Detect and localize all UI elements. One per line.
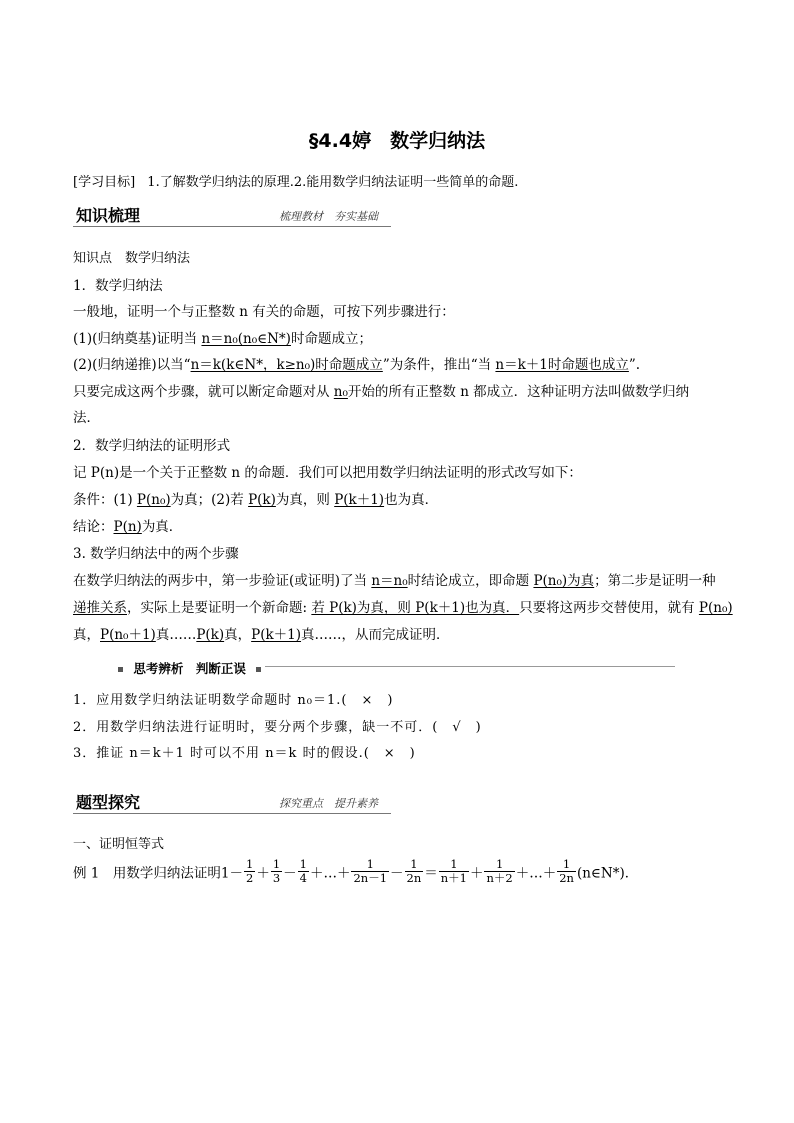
p3-l1-b: n＝n₀ <box>371 573 408 589</box>
p3-l2-b: ，实际上是要证明一个新命题: <box>127 600 312 616</box>
math-op: ＋…＋ <box>515 865 557 882</box>
point3-line-2 <box>73 600 733 616</box>
result-label: 结论： <box>73 519 114 535</box>
point1-intro: 一般地，证明一个与正整数 n 有关的命题，可按下列步骤进行： <box>73 304 455 320</box>
fraction: $\frac{1}{n+1}$ <box>440 857 467 885</box>
condition-text-b: 为真；(2)若 <box>170 492 249 508</box>
fraction: $\frac{1}{2}$ <box>245 857 254 885</box>
p3-l1-d: P(n₀)为真 <box>533 573 595 589</box>
p3-l2-d: 只要将这两步交替使用，就有 <box>519 600 699 616</box>
judgement-3: 3．推证 n＝k＋1 时可以不用 n＝k 时的假设.( × ) <box>73 746 416 761</box>
step1-prefix: (1)(归纳奠基)证明当 <box>73 331 202 347</box>
section-heading-knowledge: 知识梳理 <box>76 206 141 225</box>
p3-l3-c: 真…… <box>155 627 197 643</box>
condition-line <box>73 492 438 508</box>
step2-line <box>73 357 640 373</box>
math-op: ＋ <box>256 865 270 882</box>
condition-p-k1: P(k＋1) <box>334 492 385 508</box>
conclusion-line-1 <box>73 384 689 400</box>
part1-heading: 一、证明恒等式 <box>73 837 165 852</box>
step1-condition: n＝n₀(n₀∈N*) <box>201 331 291 347</box>
p3-l3-e: 真， <box>224 627 252 643</box>
step1-line <box>73 331 372 347</box>
conclusion-n0: n₀ <box>333 384 348 400</box>
fraction: $\frac{1}{3}$ <box>272 857 281 885</box>
result-p-n: P(n) <box>113 519 142 535</box>
p3-l1-e: ；第二步是证明一种 <box>594 573 716 589</box>
step2-conclusion: n＝k＋1时命题也成立 <box>495 357 629 373</box>
square-bullet-icon <box>256 667 261 672</box>
math-lead: 1－ <box>220 865 243 882</box>
square-bullet-icon <box>118 667 123 672</box>
section-divider <box>73 226 391 227</box>
condition-label: 条件：(1) <box>73 492 137 508</box>
math-op: － <box>390 865 404 882</box>
p3-l1-c: 时结论成立，即命题 <box>407 573 534 589</box>
fraction: $\frac{1}{2n}$ <box>559 857 574 885</box>
math-tail: (n∈N*)． <box>576 865 639 882</box>
point3-line-1 <box>73 573 716 589</box>
conclusion-text-a: 只要完成这两个步骤，就可以断定命题对从 <box>73 384 334 400</box>
think-heading-text: 思考辨析 判断正误 <box>133 661 246 676</box>
p3-l3-g: 真……，从而完成证明． <box>301 627 450 643</box>
judgement-2: 2．用数学归纳法进行证明时，要分两个步骤，缺一不可．( √ ) <box>73 720 482 735</box>
objectives-text: 1.了解数学归纳法的原理.2.能用数学归纳法证明一些简单的命题. <box>147 175 519 190</box>
math-op: ＋…＋ <box>309 865 351 882</box>
step2-prefix: (2)(归纳递推)以当“ <box>73 357 191 373</box>
step2-mid: ”为条件，推出“当 <box>382 357 496 373</box>
math-op: － <box>283 865 297 882</box>
think-divider <box>265 666 675 667</box>
p3-l3-d: P(k) <box>196 627 225 643</box>
point2-intro: 记 P(n)是一个关于正整数 n 的命题．我们可以把用数学归纳法证明的形式改写如下： <box>73 465 582 481</box>
p3-l3-f: P(k＋1) <box>251 627 302 643</box>
p3-l2-c: 若 P(k)为真，则 P(k＋1)也为真． <box>311 600 520 616</box>
section-tag-explore: 探究重点 提升素养 <box>279 797 378 810</box>
point2-heading: 2．数学归纳法的证明形式 <box>73 438 231 454</box>
conclusion-text-b: 开始的所有正整数 n 都成立．这种证明方法叫做数学归纳 <box>347 384 690 400</box>
result-line <box>73 519 182 535</box>
fraction: $\frac{1}{n+2}$ <box>486 857 513 885</box>
p3-l2-e: P(n₀) <box>698 600 733 616</box>
section-heading-explore: 题型探究 <box>76 793 141 812</box>
math-op: ＋ <box>469 865 484 882</box>
page-title: §4.4婷 数学归纳法 <box>308 130 486 152</box>
point3-heading: 3. 数学归纳法中的两个步骤 <box>73 546 239 562</box>
section-divider <box>73 813 391 814</box>
step2-suffix: ”. <box>628 357 641 373</box>
p3-l3-a: 真， <box>73 627 100 643</box>
objectives-label: [学习目标] <box>73 175 136 190</box>
point1-heading: 1．数学归纳法 <box>73 278 163 294</box>
condition-p-n0: P(n₀) <box>136 492 171 508</box>
learning-objectives <box>73 175 518 191</box>
fraction: $\frac{1}{2n}$ <box>406 857 422 885</box>
p3-l3-b: P(n₀＋1) <box>100 627 156 643</box>
think-heading <box>118 659 261 677</box>
math-eq: ＝ <box>424 865 438 882</box>
condition-text-f: 也为真． <box>384 492 439 508</box>
step1-suffix: 时命题成立； <box>290 331 372 347</box>
condition-p-k: P(k) <box>248 492 276 508</box>
point3-line-3 <box>73 627 450 643</box>
step2-condition: n＝k(k∈N*，k≥n₀)时命题成立 <box>190 357 383 373</box>
condition-text-d: 为真，则 <box>275 492 335 508</box>
example-1-label: 例 1 用数学归纳法证明 <box>73 865 221 882</box>
section-tag-knowledge: 梳理教材 夯实基础 <box>279 210 378 223</box>
knowledge-point: 知识点 数学归纳法 <box>73 251 191 266</box>
fraction: $\frac{1}{4}$ <box>299 857 307 885</box>
p3-l2-a: 递推关系 <box>73 600 127 616</box>
judgement-1: 1．应用数学归纳法证明数学命题时 n₀＝1.( × ) <box>73 693 394 708</box>
conclusion-line-2: 法． <box>73 410 100 426</box>
p3-l1-a: 在数学归纳法的两步中，第一步验证(或证明)了当 <box>73 573 372 589</box>
result-text-b: 为真． <box>141 519 183 535</box>
example-1 <box>73 858 638 885</box>
fraction: $\frac{1}{2n-1}$ <box>353 857 388 885</box>
